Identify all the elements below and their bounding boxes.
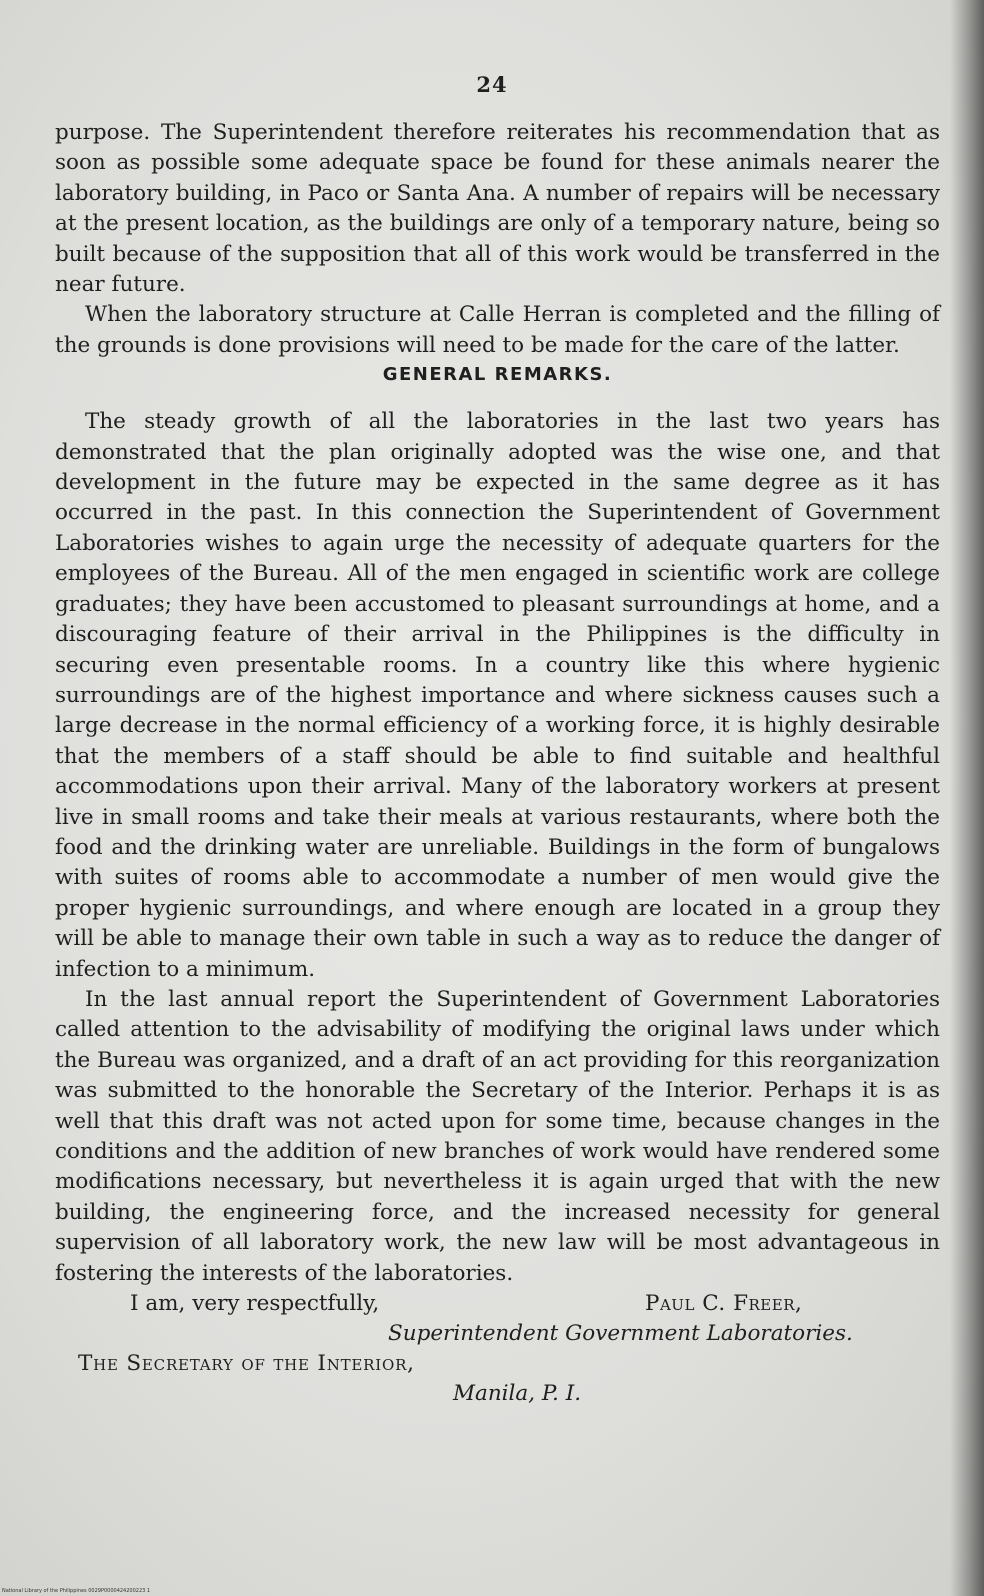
paragraph-annual-report: In the last annual report the Superintendent of Government Laboratories called attention to the advisability of modifying the original laws under which the Bureau was organized, and a draft of an act providing for this reorganization was submitted to the honorable the Secretary of the Interior. Perhaps it is as well that this draft was not acted upon for some time, because changes in the conditions and the addition of new branches of work would have rendered some modifications necessary, but nevertheless it is again urged that with the new building, the engineering force, and the increased necessity for general supervision of all laboratory work, the new law will be most advantageous in fostering the interests of the laboratories. (55, 986, 940, 1286)
body-text (55, 118, 940, 1409)
page-number: 24 (476, 72, 508, 97)
binding-edge-shadow (950, 0, 984, 1596)
addressee: The Secretary of the Interior, (78, 1351, 415, 1377)
salutation: I am, very respectfully, (130, 1291, 380, 1317)
closing-line (55, 1289, 940, 1319)
addressee-city: Manila, P. I. (453, 1381, 582, 1407)
section-heading: GENERAL REMARKS. (382, 364, 613, 386)
scan-credit: National Library of the Philippines 0029P0000424200223 1 (2, 1588, 151, 1594)
paragraph-continuation: purpose. The Superintendent therefore reiterates his recommendation that as soon as possible some adequate space be found for these animals nearer the laboratory building, in Paco or Santa Ana. A number of repairs will be necessary at the present location, as the buildings are only of a temporary nature, being so built because of the supposition that all of this work would be transferred in the near future. (55, 120, 940, 298)
signer-name: Paul C. Freer, (645, 1291, 803, 1317)
signer-title: Superintendent Government Laboratories. (388, 1321, 853, 1347)
paragraph-calle-herran: When the laboratory structure at Calle Herran is completed and the filling of the grounds is done provisions will need to be made for the care of the latter. (55, 302, 940, 358)
paragraph-general-remarks: The steady growth of all the laboratories in the last two years has demonstrated that the plan originally adopted was the wise one, and that development in the future may be expected in the same degree as it has occurred in the past. In this connection the Superintendent of Government Laboratories wishes to again urge the necessity of adequate quarters for the employees of the Bureau. All of the men engaged in scientific work are college graduates; they have been accustomed to pleasant surroundings at home, and a discouraging feature of their arrival in the Philippines is the difficulty in securing even presentable rooms. In a country like this where hygienic surroundings are of the highest importance and where sickness causes such a large decrease in the normal efficiency of a working force, it is highly desirable that the members of a staff should be able to find suitable and healthful accommodations upon their arrival. Many of the laboratory workers at present live in small rooms and take their meals at various restaurants, where both the food and the drinking water are unreliable. Buildings in the form of bungalows with suites of rooms able to accommodate a number of men would give the proper hygienic surroundings, and where enough are located in a group they will be able to manage their own table in such a way as to reduce the danger of infection to a minimum. (55, 409, 940, 982)
